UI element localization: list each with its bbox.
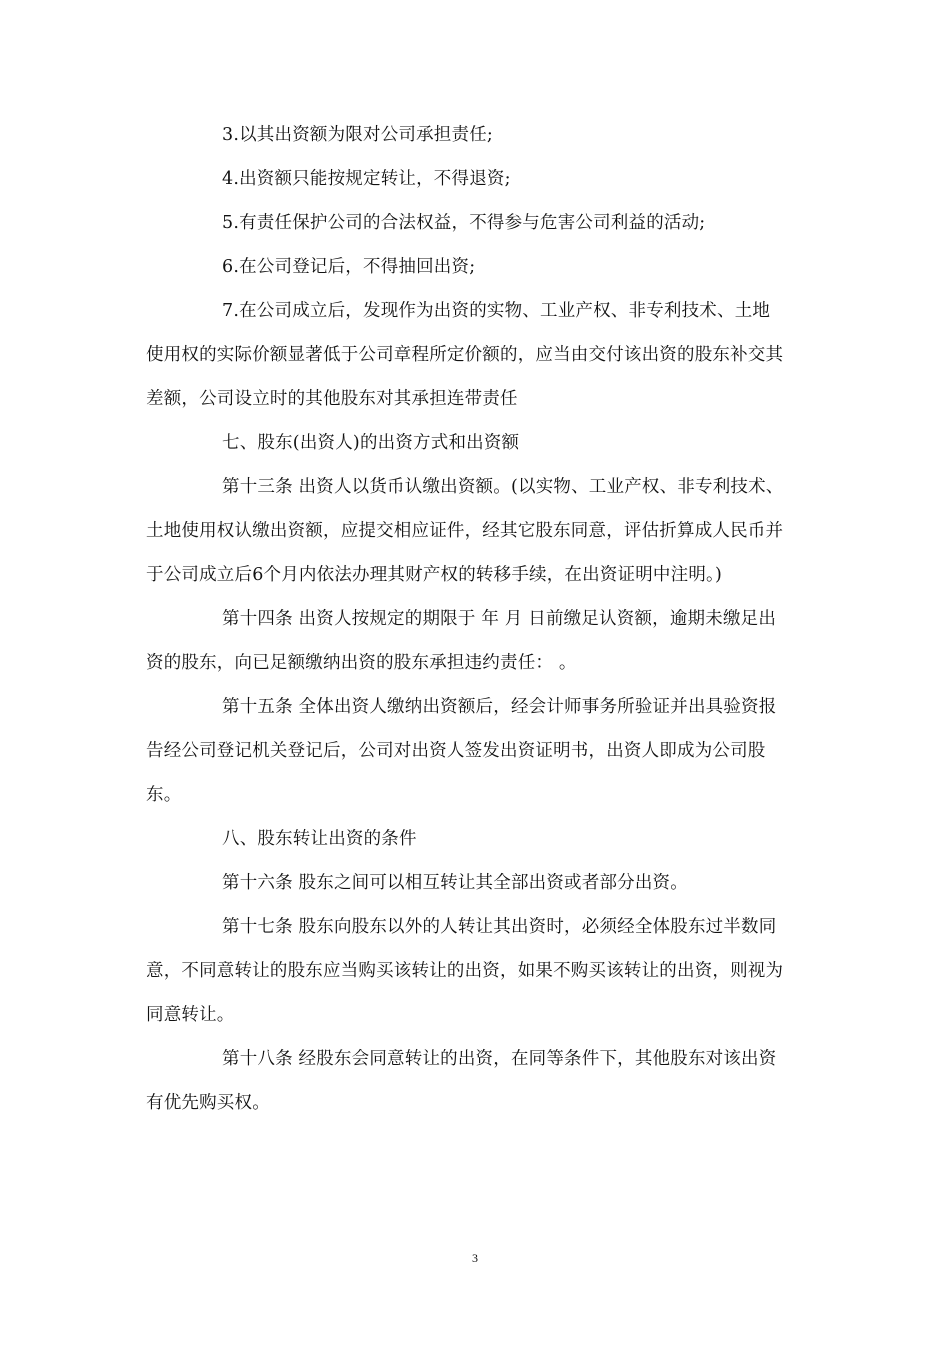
article-14: 第十四条 出资人按规定的期限于 年 月 日前缴足认资额，逾期未缴足出资的股东，向已足额缴纳出资的股东承担违约责任： 。 <box>146 609 777 673</box>
article-17: 第十七条 股东向股东以外的人转让其出资时，必须经全体股东过半数同意，不同意转让的股东应当购买该转让的出资，如果不购买该转让的出资，则视为同意转让。 <box>146 917 784 1025</box>
section-heading-7: 七、股东(出资人)的出资方式和出资额 <box>222 433 520 453</box>
article-13: 第十三条 出资人以货币认缴出资额。(以实物、工业产权、非专利技术、土地使用权认缴出资额，应提交相应证件，经其它股东同意，评估折算成人民币并于公司成立后6个月内依法办理其财产权的转移手续，在出资证明中注明。) <box>146 477 784 585</box>
article-18: 第十八条 经股东会同意转让的出资，在同等条件下，其他股东对该出资有优先购买权。 <box>146 1049 777 1113</box>
article-15: 第十五条 全体出资人缴纳出资额后，经会计师事务所验证并出具验资报告经公司登记机关登记后，公司对出资人签发出资证明书，出资人即成为公司股东。 <box>146 697 777 805</box>
clause-5: 5.有责任保护公司的合法权益，不得参与危害公司利益的活动; <box>222 213 706 233</box>
document-body <box>146 113 786 1125</box>
section-heading-8: 八、股东转让出资的条件 <box>222 829 417 849</box>
page-number: 3 <box>472 1251 478 1265</box>
clause-6: 6.在公司登记后，不得抽回出资; <box>222 257 476 277</box>
clause-4: 4.出资额只能按规定转让，不得退资; <box>222 169 511 189</box>
clause-7: 7.在公司成立后，发现作为出资的实物、工业产权、非专利技术、土地使用权的实际价额显著低于公司章程所定价额的，应当由交付该出资的股东补交其差额，公司设立时的其他股东对其承担连带责任 <box>146 301 784 409</box>
clause-3: 3.以其出资额为限对公司承担责任; <box>222 125 493 145</box>
article-16: 第十六条 股东之间可以相互转让其全部出资或者部分出资。 <box>222 873 688 893</box>
